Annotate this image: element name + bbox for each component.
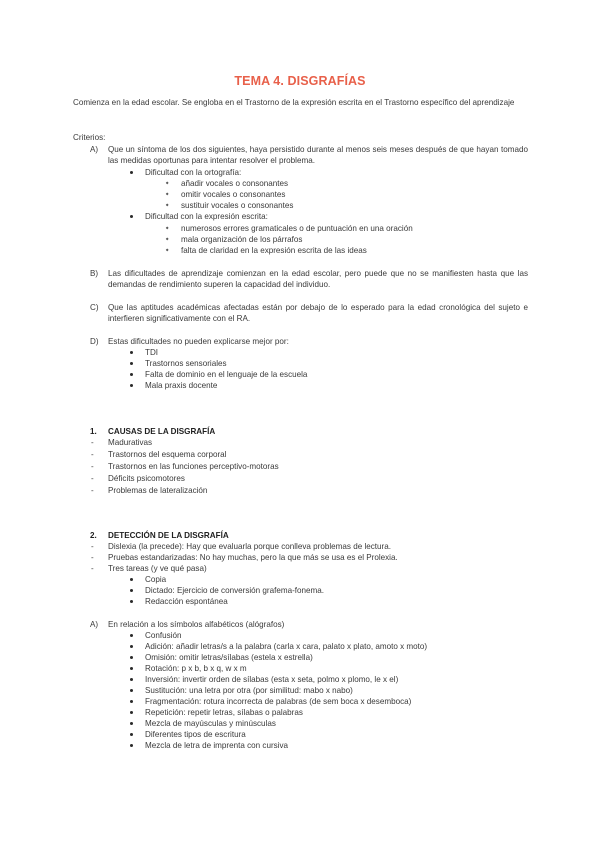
d-list-item: TDI <box>145 348 159 357</box>
bullet-dot <box>130 351 133 354</box>
section-2-a-marker: A) <box>90 620 99 629</box>
bullet-dot <box>130 578 133 581</box>
causa-item: Problemas de lateralización <box>108 486 208 495</box>
task-item: Redacción espontánea <box>145 597 228 606</box>
criterion-c-text: Que las aptitudes académicas afectadas están por debajo de lo esperado para la edad cronológica del sujeto e interfieren significativamente con el RA. <box>108 303 528 324</box>
bullet-dot <box>130 215 133 218</box>
bullet-dot <box>130 711 133 714</box>
dash-marker: - <box>91 474 94 483</box>
alografo-item: Confusión <box>145 631 182 640</box>
causa-item: Madurativas <box>108 438 153 447</box>
d-list-item: Trastornos sensoriales <box>145 359 227 368</box>
bullet-dot <box>130 689 133 692</box>
bullet-diamond <box>166 193 169 196</box>
alografo-item: Mezcla de mayúsculas y minúsculas <box>145 719 276 728</box>
dash-marker: - <box>91 438 94 447</box>
alografo-item: Inversión: invertir orden de sílabas (esta x seta, polmo x plomo, le x el) <box>145 675 399 684</box>
ortografia-item: sustituir vocales o consonantes <box>181 201 294 210</box>
bullet-diamond <box>166 227 169 230</box>
bullet-dot <box>130 373 133 376</box>
bullet-diamond <box>166 238 169 241</box>
alografo-item: Repetición: repetir letras, sílabas o palabras <box>145 708 303 717</box>
bullet-dot <box>130 362 133 365</box>
criterion-b-marker: B) <box>90 269 99 278</box>
d-list-item: Mala praxis docente <box>145 381 218 390</box>
criterion-d-marker: D) <box>90 337 99 346</box>
criterion-c-marker: C) <box>90 303 99 312</box>
bullet-dot <box>130 700 133 703</box>
group-label-ortografia: Dificultad con la ortografía: <box>145 168 242 177</box>
bullet-dot <box>130 733 133 736</box>
bullet-dot <box>130 722 133 725</box>
bullet-dot <box>130 667 133 670</box>
section-1-number: 1. <box>90 427 97 436</box>
deteccion-item: Pruebas estandarizadas: No hay muchas, pero la que más se usa es el Prolexia. <box>108 553 398 562</box>
section-2-heading: DETECCIÓN DE LA DISGRAFÍA <box>108 531 229 540</box>
criterion-a-marker: A) <box>90 145 99 154</box>
causa-item: Déficits psicomotores <box>108 474 185 483</box>
dash-marker: - <box>91 553 94 562</box>
alografo-item: Diferentes tipos de escritura <box>145 730 246 739</box>
bullet-diamond <box>166 249 169 252</box>
dash-marker: - <box>91 564 94 573</box>
bullet-dot <box>130 600 133 603</box>
section-1-heading: CAUSAS DE LA DISGRAFÍA <box>108 427 216 436</box>
page-title: TEMA 4. DISGRAFÍAS <box>234 74 366 88</box>
bullet-dot <box>130 171 133 174</box>
dash-marker: - <box>91 450 94 459</box>
ortografia-item: añadir vocales o consonantes <box>181 179 289 188</box>
task-item: Copia <box>145 575 167 584</box>
d-list-item: Falta de dominio en el lenguaje de la escuela <box>145 370 308 379</box>
section-2-number: 2. <box>90 531 97 540</box>
causa-item: Trastornos en las funciones perceptivo-motoras <box>108 462 279 471</box>
criterion-b-text: Las dificultades de aprendizaje comienzan en la edad escolar, pero puede que no se manifiesten hasta que las demandas de rendimiento superen la capacidad del individuo. <box>108 269 528 290</box>
intro-paragraph: Comienza en la edad escolar. Se engloba en el Trastorno de la expresión escrita en el Trastorno específico del aprendizaje <box>73 98 515 107</box>
bullet-diamond <box>166 204 169 207</box>
alografo-item: Rotación: p x b, b x q, w x m <box>145 664 247 673</box>
alografo-item: Fragmentación: rotura incorrecta de palabras (de sem boca x desemboca) <box>145 697 412 706</box>
alografo-item: Sustitución: una letra por otra (por similitud: mabo x nabo) <box>145 686 353 695</box>
dash-marker: - <box>91 462 94 471</box>
deteccion-item: Dislexia (la precede): Hay que evaluarla porque conlleva problemas de lectura. <box>108 542 391 551</box>
bullet-dot <box>130 384 133 387</box>
dash-marker: - <box>91 542 94 551</box>
dash-marker: - <box>91 486 94 495</box>
ortografia-item: omitir vocales o consonantes <box>181 190 286 199</box>
bullet-dot <box>130 589 133 592</box>
deteccion-item: Tres tareas (y ve qué pasa) <box>108 564 207 573</box>
criterion-a-text: Que un síntoma de los dos siguientes, haya persistido durante al menos seis meses después de que hayan tomado las medidas oportunas para intentar resolver el problema. <box>108 145 528 166</box>
bullet-diamond <box>166 182 169 185</box>
expresion-item: falta de claridad en la expresión escrita de las ideas <box>181 246 367 255</box>
bullet-dot <box>130 634 133 637</box>
alografo-item: Mezcla de letra de imprenta con cursiva <box>145 741 289 750</box>
expresion-item: numerosos errores gramaticales o de puntuación en una oración <box>181 224 413 233</box>
alografo-item: Omisión: omitir letras/sílabas (estela x estrella) <box>145 653 313 662</box>
alografo-item: Adición: añadir letras/s a la palabra (carla x cara, palato x plato, amoto x moto) <box>145 642 428 651</box>
bullet-dot <box>130 744 133 747</box>
bullet-dot <box>130 656 133 659</box>
expresion-item: mala organización de los párrafos <box>181 235 303 244</box>
bullet-dot <box>130 645 133 648</box>
bullet-dot <box>130 678 133 681</box>
section-2-a-text: En relación a los símbolos alfabéticos (alógrafos) <box>108 620 285 629</box>
criteria-label: Criterios: <box>73 133 106 142</box>
causa-item: Trastornos del esquema corporal <box>108 450 227 459</box>
criterion-d-text: Estas dificultades no pueden explicarse mejor por: <box>108 337 289 346</box>
group-label-expresion: Dificultad con la expresión escrita: <box>145 212 268 221</box>
task-item: Dictado: Ejercicio de conversión grafema-fonema. <box>145 586 325 595</box>
